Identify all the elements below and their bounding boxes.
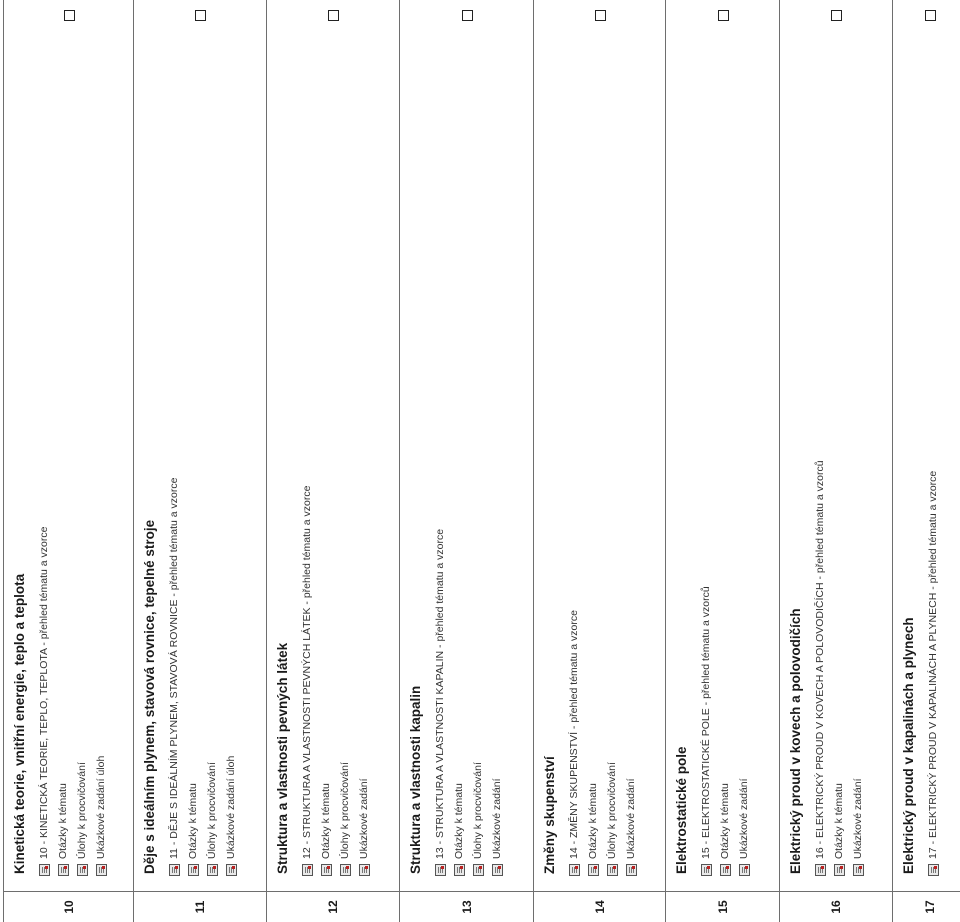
topic-column-13: [400, 0, 534, 922]
topic-link[interactable]: [472, 0, 484, 876]
topic-number-cell: [666, 891, 779, 922]
pdf-document-icon: [739, 864, 750, 876]
pdf-document-icon: [701, 864, 712, 876]
pdf-document-icon: [569, 864, 580, 876]
pdf-document-icon: [340, 864, 351, 876]
topic-items: [434, 0, 503, 880]
pdf-document-icon: [169, 864, 180, 876]
topic-link[interactable]: [606, 0, 618, 876]
pdf-document-icon: [815, 864, 826, 876]
topic-content: [134, 0, 254, 880]
pdf-document-icon: [207, 864, 218, 876]
topic-items: [814, 0, 864, 880]
topic-link[interactable]: [57, 0, 69, 876]
topic-link[interactable]: [814, 0, 826, 876]
topic-link-label: Otázky k tématu: [719, 783, 731, 859]
pdf-document-icon: [39, 864, 50, 876]
topic-content: [666, 0, 786, 880]
topic-link-label: Ukázkové zadání: [358, 778, 370, 859]
topic-link-label: Ukázkové zadání: [625, 778, 637, 859]
topic-link-label: Ukázkové zadání úloh: [225, 755, 237, 859]
topic-link-label: Úlohy k procvičování: [206, 762, 218, 859]
topic-link-label: Úlohy k procvičování: [606, 762, 618, 859]
pdf-document-icon: [359, 864, 370, 876]
topic-number-cell: [780, 891, 892, 922]
topic-number-cell: [400, 891, 533, 922]
topic-title: Struktura a vlastnosti pevných látek: [275, 642, 290, 874]
topic-column-10: [3, 0, 134, 922]
topic-link-label: Otázky k tématu: [833, 783, 845, 859]
topic-link-label: Otázky k tématu: [453, 783, 465, 859]
topic-items: [927, 0, 939, 880]
topic-link[interactable]: [76, 0, 88, 876]
topic-link[interactable]: [168, 0, 180, 876]
pdf-document-icon: [626, 864, 637, 876]
pdf-document-icon: [226, 864, 237, 876]
topic-items: [568, 0, 637, 880]
topic-link-label: Otázky k tématu: [187, 783, 199, 859]
topic-number-cell: [134, 891, 266, 922]
topic-number-cell: [893, 891, 960, 922]
topic-link-label: Otázky k tématu: [57, 783, 69, 859]
topic-link[interactable]: [320, 0, 332, 876]
topic-title: Struktura a vlastnosti kapalin: [408, 685, 423, 874]
topic-title: Kinetická teorie, vnitřní energie, teplo a teplota: [12, 573, 27, 874]
topic-link[interactable]: [587, 0, 599, 876]
topic-number: 16: [829, 900, 843, 914]
topic-link[interactable]: [95, 0, 107, 876]
topic-content: [4, 0, 124, 880]
pdf-document-icon: [435, 864, 446, 876]
pdf-document-icon: [928, 864, 939, 876]
topic-link-label: Ukázkové zadání: [738, 778, 750, 859]
topic-column-14: [534, 0, 666, 922]
pdf-document-icon: [302, 864, 313, 876]
pdf-document-icon: [588, 864, 599, 876]
topic-items: [700, 0, 750, 880]
topic-number: 15: [715, 900, 730, 914]
topic-link-label: Ukázkové zadání: [491, 778, 503, 859]
pdf-document-icon: [58, 864, 69, 876]
topic-column-12: [267, 0, 400, 922]
topic-link[interactable]: [927, 0, 939, 876]
topic-title: Elektrostatické pole: [674, 746, 689, 874]
topic-link-label: 13 - STRUKTURA A VLASTNOSTI KAPALIN - přehled tématu a vzorce: [434, 528, 446, 859]
pdf-document-icon: [834, 864, 845, 876]
topic-column-16: [780, 0, 893, 922]
topic-link-label: Otázky k tématu: [320, 783, 332, 859]
topic-number-cell: [534, 891, 665, 922]
topic-link-label: 11 - DĚJE S IDEÁLNÍM PLYNEM, STAVOVÁ ROVNICE - přehled tématu a vzorce: [168, 477, 180, 859]
topic-column-17: [893, 0, 960, 922]
topic-content: [534, 0, 654, 880]
topic-link[interactable]: [339, 0, 351, 876]
topic-link[interactable]: [738, 0, 750, 876]
topic-link-label: 12 - STRUKTURA A VLASTNOSTI PEVNÝCH LÁTEK - přehled tématu a vzorce: [301, 485, 313, 859]
topic-number: 12: [326, 900, 340, 914]
topic-link[interactable]: [301, 0, 313, 876]
topic-link[interactable]: [625, 0, 637, 876]
topic-link[interactable]: [225, 0, 237, 876]
topic-link-label: Úlohy k procvičování: [76, 762, 88, 859]
topic-column-15: [666, 0, 780, 922]
topic-link[interactable]: [852, 0, 864, 876]
topic-items: [168, 0, 237, 880]
topic-link[interactable]: [434, 0, 446, 876]
topic-link[interactable]: [833, 0, 845, 876]
topic-link-label: Otázky k tématu: [587, 783, 599, 859]
topic-link-label: Ukázkové zadání: [852, 778, 864, 859]
pdf-document-icon: [188, 864, 199, 876]
topic-number-cell: [4, 891, 133, 922]
pdf-document-icon: [454, 864, 465, 876]
topic-content: [267, 0, 387, 880]
topic-link-label: Úlohy k procvičování: [472, 762, 484, 859]
topic-title: Elektrický proud v kapalinách a plynech: [901, 617, 916, 874]
topic-title: Děje s ideálním plynem, stavová rovnice, tepelné stroje: [142, 519, 157, 874]
topic-number: 14: [592, 900, 607, 914]
topic-content: [780, 0, 900, 880]
topic-link[interactable]: [206, 0, 218, 876]
topic-link[interactable]: [38, 0, 50, 876]
topic-link-label: 16 - ELEKTRICKÝ PROUD V KOVECH A POLOVODIČÍCH - přehled tématu a vzorců: [814, 460, 826, 859]
topic-link[interactable]: [568, 0, 580, 876]
topic-link-label: 17 - ELEKTRICKÝ PROUD V KAPALINÁCH A PLYNECH - přehled tématu a vzorce: [927, 470, 939, 859]
topic-link-label: 15 - ELEKTROSTATICKÉ POLE - přehled tématu a vzorců: [700, 586, 712, 859]
pdf-document-icon: [720, 864, 731, 876]
topic-link-label: Ukázkové zadání úloh: [95, 755, 107, 859]
topic-link[interactable]: [700, 0, 712, 876]
topic-link[interactable]: [187, 0, 199, 876]
topic-link-label: 14 - ZMĚNY SKUPENSTVÍ - přehled tématu a vzorce: [568, 610, 580, 859]
pdf-document-icon: [96, 864, 107, 876]
topic-number: 13: [459, 900, 474, 914]
pdf-document-icon: [473, 864, 484, 876]
pdf-document-icon: [77, 864, 88, 876]
topic-items: [38, 0, 107, 880]
pdf-document-icon: [321, 864, 332, 876]
topic-number: 17: [923, 900, 937, 914]
topic-number-cell: [267, 891, 399, 922]
topic-link[interactable]: [358, 0, 370, 876]
pdf-document-icon: [492, 864, 503, 876]
topic-content: [400, 0, 520, 880]
topic-number: 11: [193, 900, 207, 914]
topic-title: Elektrický proud v kovech a polovodičích: [788, 608, 803, 874]
topic-number: 10: [61, 900, 76, 914]
topic-link-label: Úlohy k procvičování: [339, 762, 351, 859]
pdf-document-icon: [853, 864, 864, 876]
topic-column-11: [134, 0, 267, 922]
topic-title: Změny skupenství: [542, 756, 557, 874]
topic-items: [301, 0, 370, 880]
topic-link[interactable]: [453, 0, 465, 876]
topic-link-label: 10 - KINETICKÁ TEORIE, TEPLO, TEPLOTA - přehled tématu a vzorce: [38, 526, 50, 859]
topic-link[interactable]: [719, 0, 731, 876]
topic-link[interactable]: [491, 0, 503, 876]
pdf-document-icon: [607, 864, 618, 876]
topic-content: [893, 0, 960, 880]
